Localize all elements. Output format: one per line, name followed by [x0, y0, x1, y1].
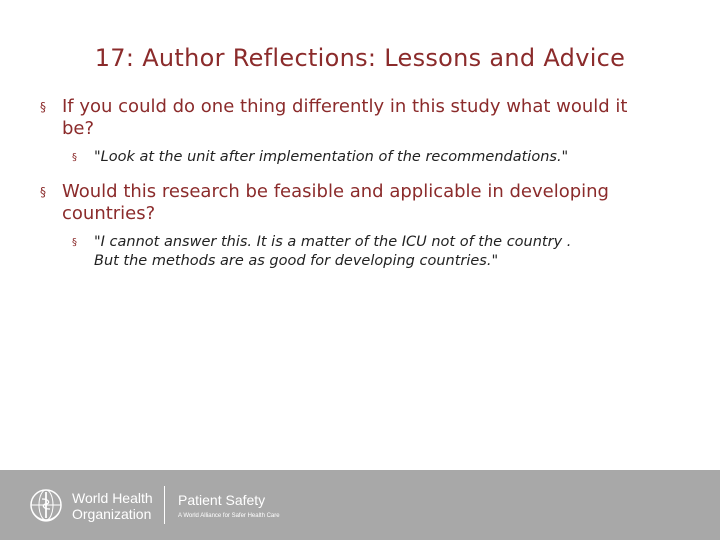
question-text-line1: If you could do one thing differently in this study what would it	[62, 96, 628, 117]
answer-item	[72, 233, 680, 271]
question-item	[40, 96, 680, 140]
bullet-marker: §	[72, 237, 77, 248]
answer-text-line1: "Look at the unit after implementation of the recommendations."	[94, 149, 569, 165]
program-title: Patient Safety	[178, 492, 266, 508]
org-name-line2: Organization	[72, 506, 152, 522]
question-text-line2: countries?	[62, 203, 156, 224]
answer-text-line1: "I cannot answer this. It is a matter of the ICU not of the country .	[94, 234, 572, 250]
bullet-marker: §	[40, 185, 46, 199]
footer-divider	[164, 486, 165, 524]
who-emblem-icon	[28, 487, 64, 523]
question-text-line2: be?	[62, 118, 95, 139]
answer-item	[72, 148, 680, 167]
question-item	[40, 181, 680, 225]
bullet-marker: §	[72, 152, 77, 163]
question-text-line1: Would this research be feasible and applicable in developing	[62, 181, 609, 202]
answer-text-line2: But the methods are as good for developing countries."	[94, 253, 499, 269]
slide-title: 17: Author Reflections: Lessons and Advice	[94, 44, 626, 72]
org-name-line1: World Health	[72, 490, 153, 506]
footer-bar	[0, 470, 720, 540]
bullet-marker: §	[40, 100, 46, 114]
bullet-list	[40, 96, 680, 285]
program-subtitle: A World Alliance for Safer Health Care	[178, 513, 280, 519]
who-wordmark	[72, 490, 153, 522]
